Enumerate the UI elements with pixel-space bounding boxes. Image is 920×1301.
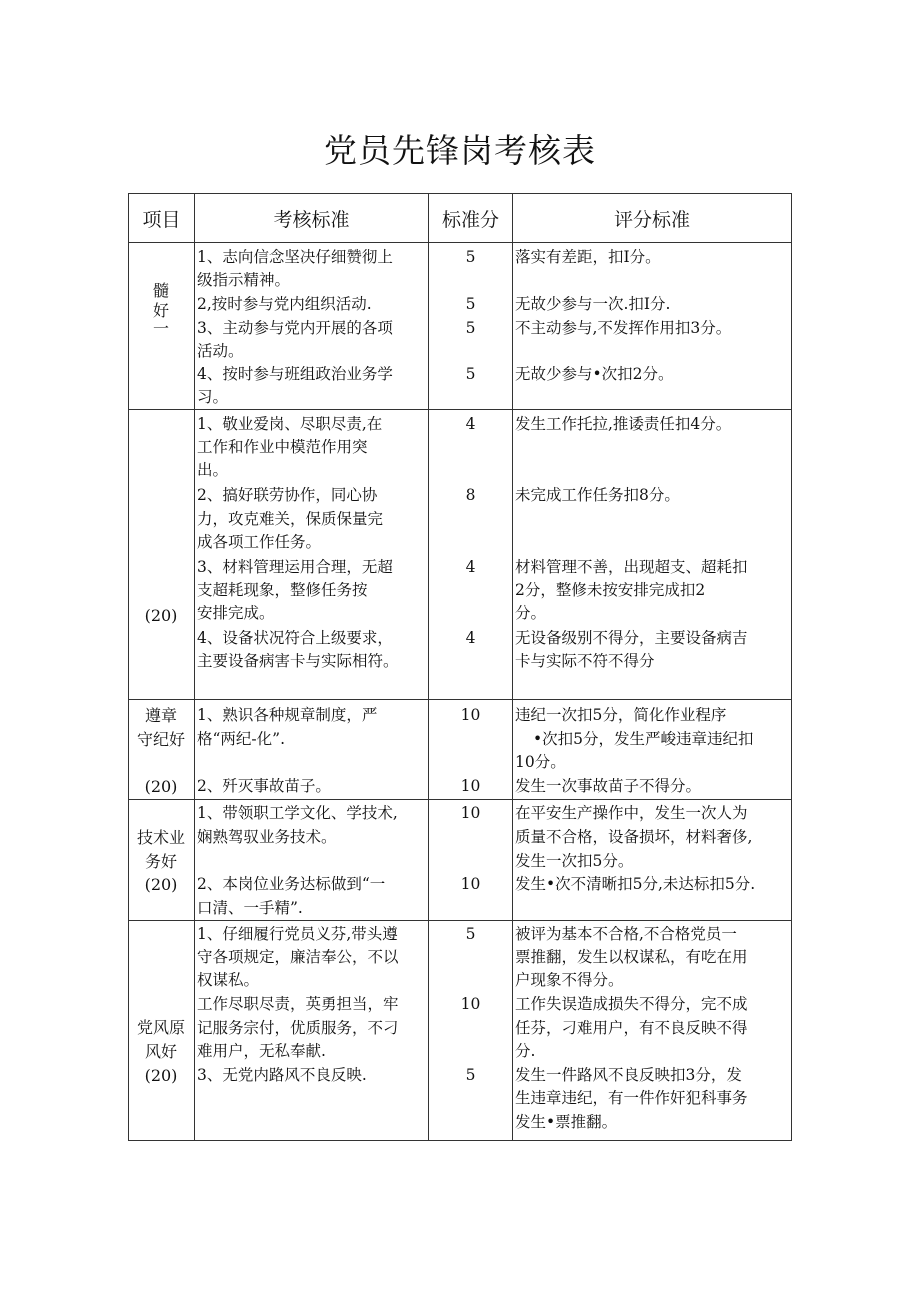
page-title: 党员先锋岗考核表 — [324, 131, 596, 170]
rule-line: 发生一次事故苗子不得分。 — [515, 777, 702, 795]
section-label: 务好 — [144, 852, 177, 871]
criteria-cell — [195, 800, 429, 921]
rule-line: 2分，整修未按安排完成扣2 — [515, 581, 706, 599]
criteria-line: 1、熟识各种规章制度，严 — [197, 706, 378, 724]
section-label-cell — [129, 921, 195, 1141]
rule-line: 工作失误造成损失不得分，完不成 — [515, 995, 748, 1013]
criteria-line: 2、搞好联劳协作，同心协 — [197, 486, 378, 504]
criteria-cell — [195, 921, 429, 1141]
rule-line: 被评为基本不合格,不合格党员一 — [515, 925, 737, 943]
criteria-line: 主要设备病害卡与实际相符。 — [197, 652, 399, 670]
score-cell — [429, 921, 513, 1141]
score-value: 5 — [465, 1066, 476, 1084]
criteria-cell — [195, 700, 429, 800]
criteria-line: 3、无党内路风不良反映. — [197, 1066, 367, 1084]
section-label: (20) — [144, 606, 178, 625]
score-value: 5 — [465, 365, 476, 383]
rule-line: 发生一次扣5分。 — [515, 852, 634, 870]
rule-line: 质量不合格，设备损坏，材料奢侈, — [515, 828, 753, 846]
rule-line: 任芬，刁难用户，有不良反映不得 — [515, 1019, 748, 1037]
section-label: 党风原 — [136, 1018, 185, 1037]
header-row — [129, 194, 792, 243]
rule-cell — [513, 800, 792, 921]
section-label: 守纪好 — [136, 730, 185, 749]
criteria-line: 1、带领职工学文化、学技术, — [197, 804, 398, 822]
rule-line: 发生一件路风不良反映扣3分，发 — [515, 1066, 742, 1084]
section-label: (20) — [144, 777, 178, 796]
criteria-line: 记服务宗付，优质服务，不刁 — [197, 1019, 399, 1037]
score-value: 5 — [465, 295, 476, 313]
rule-line: 分. — [515, 1042, 536, 1060]
section-row — [129, 700, 792, 800]
assessment-table — [128, 193, 792, 1141]
header-criteria: 考核标准 — [195, 194, 429, 243]
section-row — [129, 410, 792, 700]
rule-line: 10分。 — [515, 753, 566, 771]
section-row — [129, 921, 792, 1141]
section-label-cell — [129, 410, 195, 700]
criteria-line: 安排完成。 — [197, 604, 275, 622]
criteria-line: 出。 — [197, 461, 229, 479]
score-cell — [429, 410, 513, 700]
criteria-line: 活动。 — [197, 342, 244, 360]
rule-cell — [513, 243, 792, 410]
criteria-line: 3、主动参与党内开展的各项 — [197, 319, 393, 337]
section-label-cell — [129, 243, 195, 410]
criteria-cell — [195, 243, 429, 410]
header-rule: 评分标准 — [513, 194, 792, 243]
criteria-line: 4、设备状况符合上级要求， — [197, 629, 393, 647]
criteria-line: 1、志向信念坚决仔细赞彻上 — [197, 248, 393, 266]
score-value: 4 — [465, 558, 476, 576]
criteria-line: 3、材料管理运用合理，无超 — [197, 558, 393, 576]
rule-line: 不主动参与,不发挥作用扣3分。 — [515, 319, 732, 337]
score-value: 8 — [465, 486, 476, 504]
criteria-line: 2、本岗位业务达标做到“一 — [197, 875, 386, 893]
rule-line: •次扣5分，发生严峻违章违纪扣 — [533, 730, 754, 748]
score-value: 10 — [460, 875, 481, 893]
section-label-cell — [129, 700, 195, 800]
rule-line: 无故少参与一次.扣I分. — [515, 295, 671, 313]
section-label: 好 — [152, 301, 169, 320]
rule-line: 违纪一次扣5分，简化作业程序 — [515, 706, 727, 724]
section-row — [129, 800, 792, 921]
rule-line: 卡与实际不符不得分 — [515, 652, 655, 670]
score-value: 4 — [465, 629, 476, 647]
criteria-line: 格“两纪-化”. — [197, 730, 286, 748]
criteria-cell — [195, 410, 429, 700]
score-cell — [429, 243, 513, 410]
score-value: 5 — [465, 319, 476, 337]
section-label: (20) — [144, 1066, 178, 1085]
section-label: (20) — [144, 875, 178, 894]
score-value: 5 — [465, 925, 476, 943]
rule-line: 分。 — [515, 604, 547, 622]
criteria-line: 1、仔细履行党员义芬,带头遵 — [197, 925, 398, 943]
rule-line: 发生•票推翻。 — [515, 1113, 618, 1131]
section-label: 一 — [152, 319, 169, 338]
section-label: 风好 — [144, 1042, 177, 1061]
score-cell — [429, 800, 513, 921]
criteria-line: 2,按时参与党内组织活动. — [197, 295, 372, 313]
criteria-line: 权谋私。 — [197, 971, 260, 989]
criteria-line: 工作和作业中模范作用突 — [197, 438, 368, 456]
score-value: 10 — [460, 706, 481, 724]
rule-cell — [513, 410, 792, 700]
rule-line: 发生工作托拉,推诿责任扣4分。 — [515, 415, 732, 433]
criteria-line: 力，攻克难关，保质保量完 — [197, 510, 384, 528]
rule-line: 票推翻，发生以权谋私，有吃在用 — [515, 948, 748, 966]
section-label: 遵章 — [144, 706, 177, 725]
rule-line: 未完成工作任务扣8分。 — [515, 486, 680, 504]
criteria-line: 习。 — [197, 388, 229, 406]
criteria-line: 级指示精神。 — [197, 271, 291, 289]
rule-line: 材料管理不善，出现超支、超耗扣 — [515, 558, 748, 576]
section-label-cell — [129, 800, 195, 921]
rule-line: 无故少参与•次扣2分。 — [515, 365, 674, 383]
score-value: 4 — [465, 415, 476, 433]
score-value: 10 — [460, 995, 481, 1013]
criteria-line: 1、敬业爱岗、尽职尽责,在 — [197, 415, 383, 433]
score-value: 10 — [460, 777, 481, 795]
rule-cell — [513, 921, 792, 1141]
rule-line: 发生•次不清晰扣5分,未达标扣5分. — [515, 875, 756, 893]
section-label: 髓 — [152, 281, 169, 300]
criteria-line: 守各项规定，廉洁奉公，不以 — [197, 948, 399, 966]
rule-line: 生违章违纪，有一件作奸犯科事务 — [515, 1089, 748, 1107]
rule-line: 落实有差距，扣I分。 — [515, 248, 661, 266]
criteria-line: 2、歼灭事故苗子。 — [197, 777, 331, 795]
criteria-line: 支超耗现象，整修任务按 — [197, 581, 368, 599]
header-item: 项目 — [129, 194, 195, 243]
criteria-line: 4、按时参与班组政治业务学 — [197, 365, 393, 383]
criteria-line: 口清、一手精”. — [197, 899, 303, 917]
rule-line: 在平安生产操作中，发生一次人为 — [515, 804, 748, 822]
criteria-line: 工作尽职尽责，英勇担当，牢 — [197, 995, 399, 1013]
criteria-line: 娴熟驾驭业务技术。 — [197, 828, 337, 846]
criteria-line: 成各项工作任务。 — [197, 533, 322, 551]
section-label: 技术业 — [136, 828, 185, 847]
criteria-line: 难用户，无私奉献. — [197, 1042, 326, 1060]
rule-cell — [513, 700, 792, 800]
score-cell — [429, 700, 513, 800]
rule-line: 无设备级别不得分，主要设备病吉 — [515, 629, 748, 647]
score-value: 10 — [460, 804, 481, 822]
header-score: 标准分 — [429, 194, 513, 243]
rule-line: 户现象不得分。 — [515, 971, 624, 989]
score-value: 5 — [465, 248, 476, 266]
section-row — [129, 243, 792, 410]
